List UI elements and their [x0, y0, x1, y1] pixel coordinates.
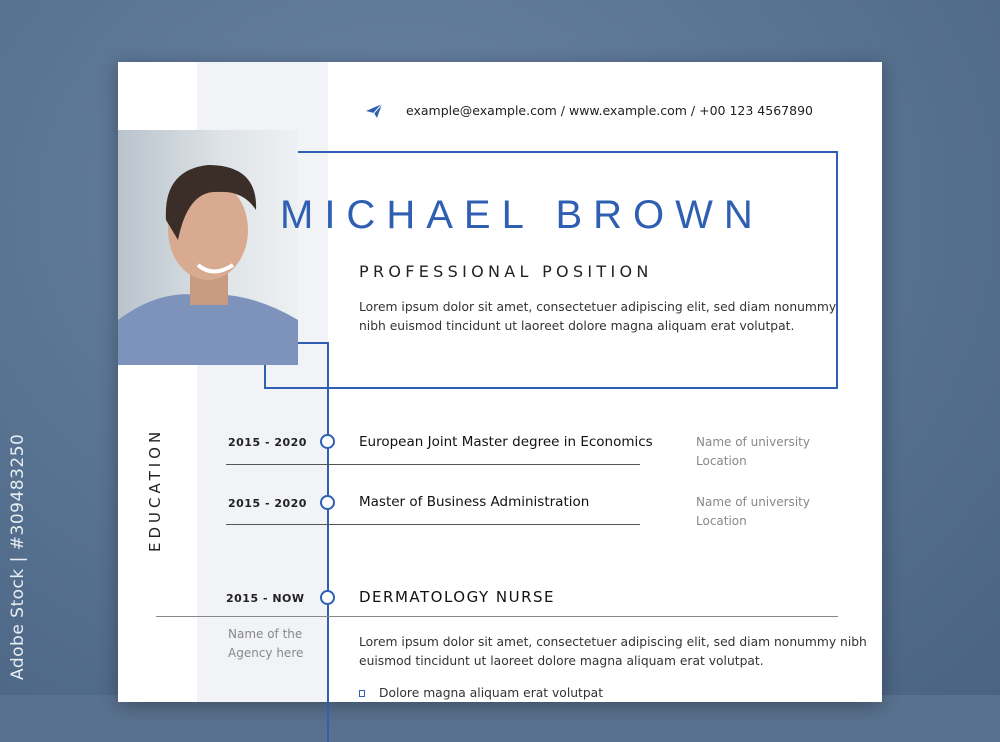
frame-left: [264, 365, 266, 389]
education-school: Name of university Location: [696, 435, 810, 468]
job-description: Lorem ipsum dolor sit amet, consectetuer adipiscing elit, sed diam nonummy nibh euismod tincidunt ut laoreet dolore magna aliquam erat volutpat.: [359, 635, 867, 668]
education-dates: 2015 - 2020: [228, 497, 307, 510]
phone: +00 123 4567890: [699, 103, 813, 118]
divider: [156, 616, 838, 617]
education-dates: 2015 - 2020: [228, 436, 307, 449]
experience-dates: 2015 - NOW: [226, 592, 305, 605]
frame-right: [836, 151, 838, 389]
frame-top: [298, 151, 838, 153]
education-heading: EDUCATION: [146, 427, 164, 552]
resume-page: [118, 62, 882, 702]
paper-plane-icon: [366, 104, 382, 118]
timeline-line: [327, 342, 329, 742]
website[interactable]: www.example.com: [568, 103, 687, 118]
stock-watermark: Adobe Stock | #309483250: [8, 433, 28, 680]
timeline-node: [320, 495, 335, 510]
education-degree: European Joint Master degree in Economics: [359, 434, 653, 450]
bullet-icon: [359, 690, 365, 697]
timeline-node: [320, 434, 335, 449]
job-bullet: Dolore magna aliquam erat volutpat: [359, 684, 603, 703]
education-degree: Master of Business Administration: [359, 494, 590, 510]
summary: Lorem ipsum dolor sit amet, consectetuer adipiscing elit, sed diam nonummy nibh euismod tincidunt ut laoreet dolore magna aliquam erat volutpat.: [359, 300, 837, 333]
divider: [226, 464, 640, 465]
divider: [226, 524, 640, 525]
education-school: Name of university Location: [696, 495, 810, 528]
agency-name: Name of the Agency here: [228, 627, 304, 660]
professional-position: PROFESSIONAL POSITION: [359, 262, 653, 281]
timeline-connector: [298, 342, 329, 344]
candidate-name: MICHAEL BROWN: [280, 193, 764, 237]
job-title: DERMATOLOGY NURSE: [359, 588, 556, 606]
email[interactable]: example@example.com: [406, 103, 557, 118]
profile-photo: [118, 130, 298, 365]
frame-bottom: [264, 387, 838, 389]
contact-line: example@example.com / www.example.com / +00 123 4567890: [406, 103, 813, 118]
timeline-node: [320, 590, 335, 605]
